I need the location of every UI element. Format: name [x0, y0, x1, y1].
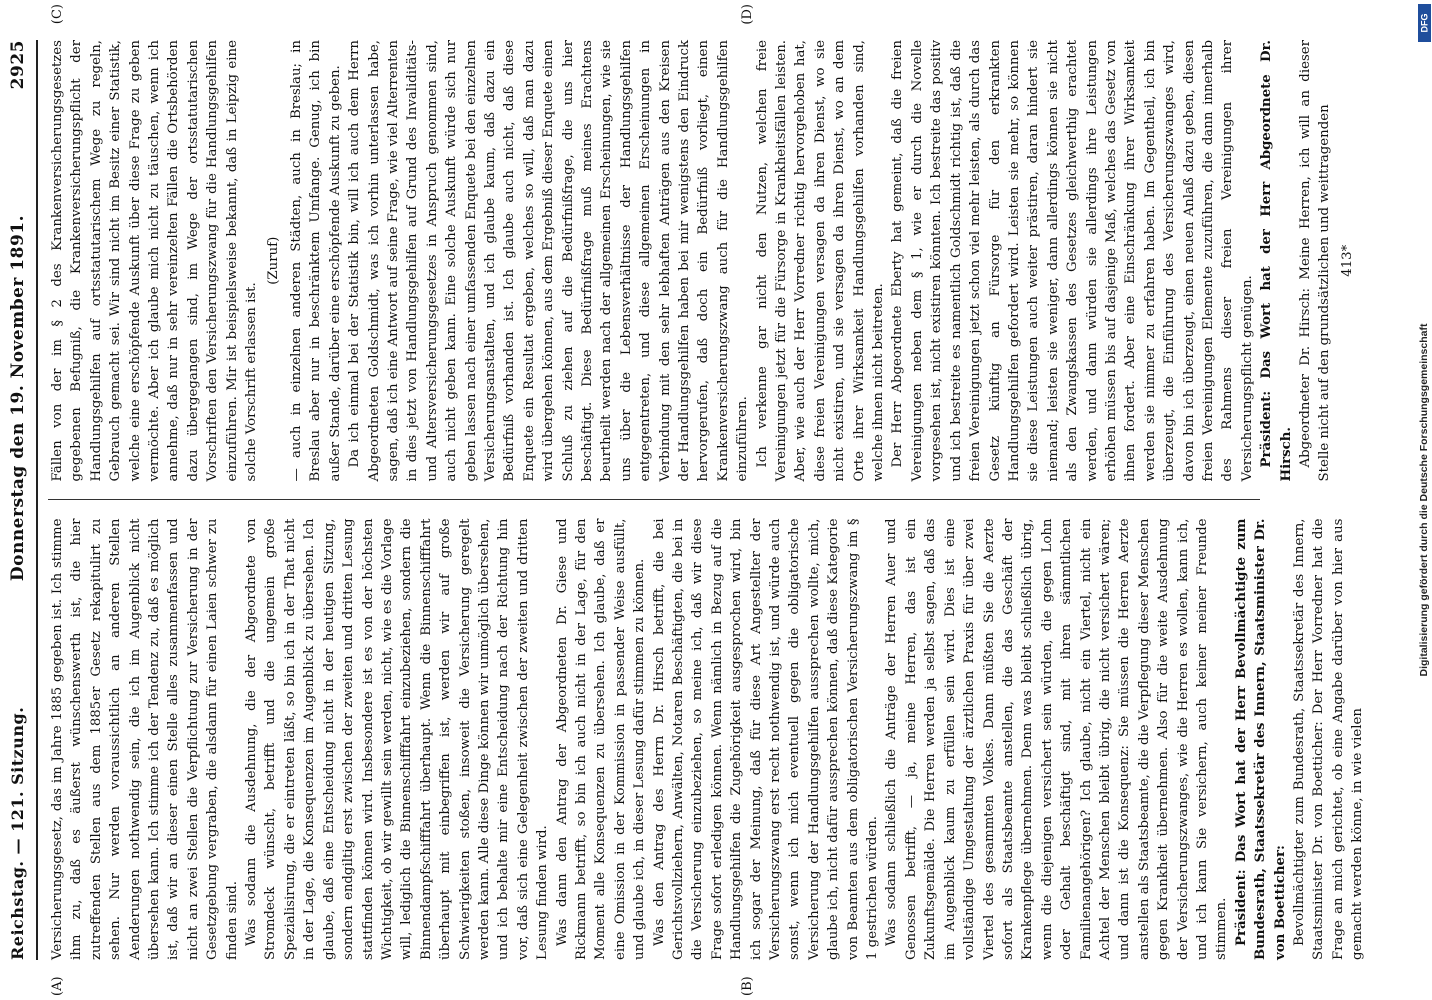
text-columns: [48, 4, 1366, 996]
right-column: [48, 4, 1355, 482]
dfg-logo: [1418, 4, 1431, 42]
sheet-signature: 413*: [1339, 244, 1355, 277]
page-header: [8, 40, 34, 960]
interjection: (Zuruf): [266, 236, 282, 285]
marker-c: (C): [50, 4, 65, 25]
header-left: Reichstag. — 121. Sitzung.: [8, 706, 27, 960]
column-divider: [48, 500, 1260, 501]
speaker-reply: Abgeordneter Dr. Hirsch: Meine Herren, ich will an dieser Stelle nicht auf den grundsätzlichen und weittragenden: [1298, 40, 1333, 482]
marker-a: (A): [50, 976, 65, 996]
marker-d: (D): [740, 4, 755, 25]
paragraph: Der Herr Abgeordnete Eberty hat gemeint, daß die freien Vereinigungen neben dem § 1, wie er durch die Novelle vorgesehen ist, nicht existiren könnten. Ich bestreite das positiv und ich bestreite es namentlich Goldschmidt richtig ist, daß die freien Vereinigungen jetzt schon viel mehr leisten, als durch das Gesetz künftig an Fürsorge für den erkrankten Handlungsgehilfen gefordert wird. Leisten sie mehr, so können sie diese Leistungen auch weiter prästiren, daran hindert sie niemand; leisten sie weniger, dann allerdings können sie nicht als den Zwangskassen des Gesetzes gleichwerthig erachtet werden, und dann würden sie allerdings ihre Leistungen erhöhen müssen bis auf dasjenige Maß, welches das Gesetz von ihnen fordert. Aber eine Einschränkung ihrer Wirksamkeit werden sie nimmer zu erfahren haben. Im Gegentheil, ich bin überzeugt, die Einführung des Versicherungszwanges wird, davon bin ich überzeugt, einen neuen Anlaß dazu geben, diesen freien Vereinigungen Elemente zuzuführen, die dann innerhalb des Rahmens dieser freien Vereinigungen ihrer Versicherungspflicht genügen.: [890, 40, 1255, 482]
digitization-note: Digitalisierung gefördert durch die Deutsche Forschungsgemeinschaft: [1418, 323, 1430, 677]
speaker-line: Präsident: Das Wort hat der Herr Abgeordnete Dr. Hirsch.: [1259, 40, 1294, 482]
left-column: [48, 518, 1366, 996]
paragraph: — auch in einzelnen anderen Städten, auch in Breslau; in Breslau aber nur in beschränktem Umfange. Genug, ich bin außer Stande, darüber eine erschöpfende Auskunft zu geben.: [288, 40, 343, 482]
page-number: 2925: [8, 40, 28, 90]
paragraph: Was sodann die Ausdehnung, die der Abgeordnete von Stromdeck wünscht, betrifft und die ungemein große Spezialisirung, die er eintreten läßt, so bin ich in der That nicht in der Lage, die Konsequenzen im Augenblick zu übersehen. Ich glaube, daß eine Entscheidung nicht in der heutigen Sitzung, sondern endgiltig erst zwischen der zweiten und dritten Lesung stattfinden können wird. Insbesondere ist es von der höchsten Wichtigkeit, ob wir gewillt sein werden, nicht, wie es die Vorlage will, lediglich die Binnenschifffahrt einzubeziehen, sondern die Binnendampfschifffahrt überhaupt. Wenn die Binnenschifffahrt überhaupt mit einbegriffen ist, werden wir auf große Schwierigkeiten stoßen, insoweit die Versicherung geregelt werden kann. Alle diese Dinge können wir unmöglich übersehen, und ich behalte mir eine Entscheidung nach der Richtung hin vor, daß sich eine Gelegenheit zwischen der zweiten und dritten Lesung finden wird.: [244, 518, 551, 960]
paragraph: Da ich einmal bei der Statistik bin, will ich auch dem Herrn Abgeordneten Goldschmidt, was ich vorhin unterlassen habe, sagen, daß ich eine Antwort auf seine Frage, wie viel Alterrenten in dies jetzt von Handlungsgehilfen auf Grund des Invaliditäts- und Altersversicherungsgesetzes in Anspruch genommen sind, auch nicht geben kann. Eine solche Auskunft würde sich nur geben lassen nach einer umfassenden Enquete bei den einzelnen Versicherungsanstalten, und ich glaube kaum, daß dazu ein Bedürfniß vorhanden ist. Ich glaube auch nicht, daß diese Enquete ein Resultat ergeben, welches so will, daß man dazu wird übergehen können, aus dem Ergebniß dieser Enquete einen Schluß zu ziehen auf die Bedürfnißfrage, die uns hier beschäftigt. Diese Bedürfnißfrage muß meines Erachtens beurtheilt werden nach der allgemeinen Erscheinungen, wie sie uns über die Lebensverhältnisse der Handlungsgehilfen entgegentreten, und diese allgemeinen Erscheinungen in Verbindung mit den sehr lebhaften Anträgen aus den Kreisen der Handlungsgehilfen haben bei mir wenigstens den Eindruck hervorgerufen, daß doch ein Bedürfniß vorliegt, einen Krankenversicherungszwang auch für die Handlungsgehilfen einzuführen.: [347, 40, 751, 482]
marker-b: (B): [740, 976, 755, 996]
paragraph: Fällen von der im § 2 des Krankenversicherungsgesetzes gegebenen Befugniß, die Krankenversicherungspflicht der Handlungsgehilfen auf ortsstatutarischem Wege zu regeln, Gebrauch gemacht sei. Wir sind nicht im Besitz einer Statistik, welche eine erschöpfende Auskunft über diese Frage zu geben vermöchte. Aber ich glaube mich nicht zu täuschen, wenn ich annehme, daß nur in sehr vereinzelten Fällen die Ortsbehörden dazu übergegangen sind, im Wege der ortsstatutarischen Vorschriften den Versicherungszwang für die Handlungsgehilfen einzuführen. Mir ist beispielsweise bekannt, daß in Leipzig eine solche Vorschrift erlassen ist.: [50, 40, 260, 482]
paragraph: Ich verkenne gar nicht den Nutzen, welchen freie Vereinigungen jetzt für die Fürsorge in Krankheitsfällen leisten. Aber, wie auch der Herr Vorredner richtig hervorgehoben hat, diese freien Vereinigungen versagen da ihren Dienst, wo sie nicht existiren, und sie versagen da ihren Dienst, wo an dem Orte ihrer Wirksamkeit Handlungsgehilfen vorhanden sind, welche ihnen nicht beitreten.: [754, 40, 887, 482]
speaker-reply: Bevollmächtigter zum Bundesrath, Staatssekretär des Innern, Staatsminister Dr. von Boetticher: Der Herr Vorredner hat die Frage an mich gerichtet, ob eine Angabe darüber von hier aus gemacht werden könne, in wie vielen: [1292, 518, 1366, 960]
paragraph: Was den Antrag des Herrn Dr. Hirsch betrifft, die bei Gerichtsvollziehern, Anwälten, Notaren Beschäftigten, die bei in die Versicherung einzubeziehen, so meine ich, daß wir diese Frage sofort erledigen können. Wenn nämlich in Bezug auf die Handlungsgehilfen die Zugehörigkeit ausgesprochen wird, bin ich sogar der Meinung, daß für diese Art Angestellter der Versicherungszwang erst recht nothwendig ist, und würde auch sonst, wenn ich mich eventuell gegen die obligatorische Versicherung der Handlungsgehilfen aussprechen wollte, mich, glaube ich, nicht dafür aussprechen können, daß diese Kategorie von Beamten aus dem obligatorischen Versicherungszwang im § 1 gestrichen würden.: [651, 518, 881, 960]
paragraph: Was sodann schließlich die Anträge der Herren Auer und Genossen betrifft, — ja, meine Herren, das ist ein Zukunftsgemälde. Die Herren werden ja selbst sagen, daß das im Augenblick kaum zu erfüllen sein wird. Dies ist eine vollständige Umgestaltung der ärztlichen Praxis für über zwei Viertel des gesammten Volkes. Dann müßten Sie die Aerzte sofort als Staatsbeamte anstellen, die das Geschäft der Krankenpflege übernehmen. Denn was bleibt schließlich übrig, wenn die diejenigen versichert sein würden, die gegen Lohn oder Gehalt beschäftigt sind, mit ihren sämmtlichen Familienangehörigen? Ich glaube, nicht ein Viertel, nicht ein Achtel der Menschen bleibt übrig, die nicht versichert wären; und dann ist die Konsequenz: Sie müssen die Herren Aerzte anstellen als Staatsbeamte, die die Verpflegung dieser Menschen gegen Krankheit übernehmen. Also für die weite Ausdehnung der Versicherungszwanges, wie die Herren es wollen, kann ich, und ich kann Sie versichern, auch keiner meiner Freunde stimmen.: [884, 518, 1230, 960]
dfg-label: DFG: [1419, 13, 1430, 33]
header-date: Donnerstag den 19. November 1891.: [8, 214, 28, 582]
paragraph: Versicherungsgesetz, das im Jahre 1885 gegeben ist. Ich stimme ihm zu, daß es äußerst wünschenswerth ist, die hier zutreffenden Stellen aus dem 1885er Gesetz rekapitulirt zu sehen. Nur werden voraussichtlich an anderen Stellen Aenderungen nothwendig sein, die ich im Augenblick nicht übersehen kann. Ich stimme ich der Tendenz zu, daß es möglich ist, daß wir an dieser einen Stelle alles zusammenfassen und nicht an zwei Stellen die Verpflichtung zur Versicherung in der Gesetzgebung vergraben, die alsdann für einen Laien schwer zu finden sind.: [50, 518, 240, 960]
paragraph: Was dann den Antrag der Abgeordneten Dr. Giese und Rickmann betrifft, so bin ich auch nicht in der Lage, für den Moment alle Konsequenzen zu übersehen. Ich glaube, daß er eine Omission in der Kommission in passender Weise ausfüllt, und glaube ich, in dieser Lesung dafür stimmen zu können.: [554, 518, 648, 960]
header-rule: [36, 40, 38, 960]
speaker-line: Präsident: Das Wort hat der Herr Bevollmächtigte zum Bundesrath, Staatssekretär des Innern, Staatsminister Dr. von Boetticher:: [1233, 518, 1288, 960]
